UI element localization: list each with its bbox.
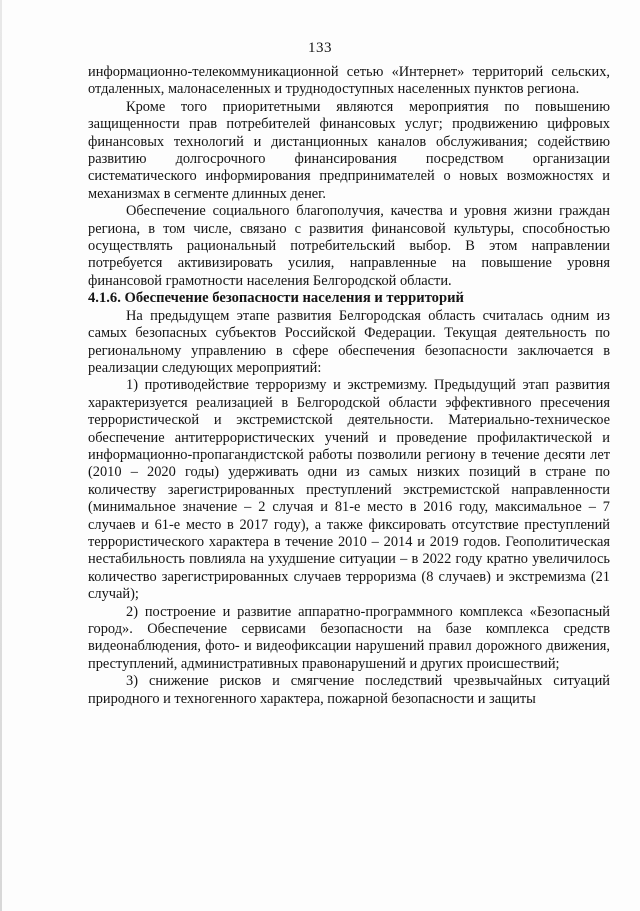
paragraph: Кроме того приоритетными являются мероприятия по повышению защищенности прав потребителей финансовых услуг; продвижению цифровых финансовых технологий и дистанционных каналов обслуживания; содействию развитию долгосрочного финансирования посредством организации систематического информирования предпринимателей о новых возможностях и механизмах в сегменте длинных денег. [88,98,610,202]
section-heading: 4.1.6. Обеспечение безопасности населения и территорий [88,290,464,307]
list-item: 1) противодействие терроризму и экстремизму. Предыдущий этап развития характеризуется реализацией в Белгородской области эффективного пресечения террористической и экстремистской деятельности. Материально-техническое обеспечение антитеррористических учений и проведение профилактической и информационно-пропагандистской работы позволили региону в течение десяти лет (2010 – 2020 годы) удерживать одни из самых низких позиций в стране по количеству зарегистрированных преступлений экстремистской направленности (минимальное значение – 2 случая и 81-е место в 2016 году, максимальное – 7 случаев и 61-е место в 2017 году), а также фиксировать отсутствие преступлений террористического характера в течение 2010 – 2014 и 2019 годов. Геополитическая нестабильность повлияла на ухудшение ситуации – в 2022 году кратно увеличилось количество зарегистрированных случаев терроризма (8 случаев) и экстремизма (21 случай); [88,377,610,603]
paragraph: На предыдущем этапе развития Белгородская область считалась одним из самых безопасных субъектов Российской Федерации. Текущая деятельность по региональному управлению в сфере обеспечения безопасности заключается в реализации следующих мероприятий: [88,307,610,376]
paragraph: Обеспечение социального благополучия, качества и уровня жизни граждан региона, в том числе, связано с развития финансовой культуры, способностью осуществлять рациональный потребительский выбор. В этом направлении потребуется активизировать усилия, направленные на повышение уровня финансовой грамотности населения Белгородской области. [88,203,610,289]
scan-edge [0,0,2,911]
page-body [88,64,610,708]
list-item: 2) построение и развитие аппаратно-программного комплекса «Безопасный город». Обеспечение сервисами безопасности на базе комплекса средств видеонаблюдения, фото- и видеофиксации нарушений правил дорожного движения, преступлений, административных правонарушений и других происшествий; [88,603,610,672]
list-item: 3) снижение рисков и смягчение последствий чрезвычайных ситуаций природного и техногенного характера, пожарной безопасности и защиты [88,673,610,707]
page-number: 133 [308,40,332,56]
paragraph: информационно-телекоммуникационной сетью «Интернет» территорий сельских, отдаленных, малонаселенных и труднодоступных населенных пунктов региона. [88,64,610,98]
